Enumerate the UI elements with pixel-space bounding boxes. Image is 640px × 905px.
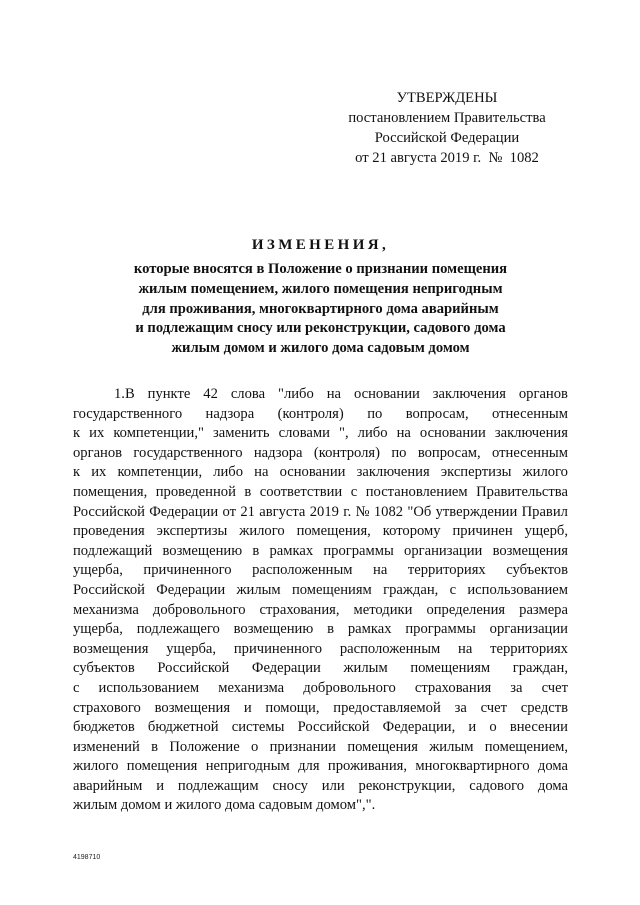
body-word: реконструкции, — [358, 777, 456, 794]
body-word: основании — [279, 464, 346, 481]
body-word: которому — [382, 523, 441, 540]
body-word: граждан, — [512, 660, 568, 677]
body-word: надзора — [205, 405, 255, 422]
body-word: постановлением — [365, 483, 468, 500]
body-word: для — [298, 758, 320, 775]
body-word: многоквартирного — [415, 758, 530, 775]
body-word: соответствии — [259, 483, 343, 500]
body-word: г. — [343, 503, 352, 520]
body-word: с — [350, 483, 358, 500]
subtitle-line: которые вносятся в Положение о признании помещения — [133, 261, 508, 277]
body-word: возмещения — [73, 640, 149, 657]
body-word: жилым — [429, 738, 474, 755]
body-word: экспертизы — [156, 523, 228, 540]
body-line — [73, 483, 568, 503]
body-word: Российской — [297, 719, 370, 736]
body-line — [73, 444, 568, 464]
body-word: проживания, — [327, 758, 407, 775]
body-word: 42 — [203, 386, 218, 402]
body-word: помещениям — [291, 581, 372, 598]
approval-line: постановлением Правительства — [348, 110, 546, 126]
body-word: вопросам, — [405, 405, 469, 422]
body-word: возмещению — [162, 542, 243, 559]
body-word: о — [250, 738, 259, 755]
body-word: государственного — [133, 444, 243, 461]
body-line — [73, 463, 568, 483]
body-word: Российской — [73, 503, 145, 520]
body-line — [73, 424, 568, 444]
body-word: Правительства — [476, 483, 568, 500]
body-paragraph — [73, 385, 568, 816]
body-word: Российской — [157, 660, 230, 677]
document-subtitle — [73, 260, 568, 359]
body-word: субъектов — [73, 660, 135, 677]
body-word: проведенной — [155, 483, 236, 500]
body-word: добровольного — [303, 679, 396, 696]
body-word: вопросам, — [417, 444, 481, 461]
body-word: утверждении — [435, 503, 518, 520]
body-word: в — [252, 542, 260, 559]
body-word: механизма — [218, 679, 285, 696]
body-word: отнесенным — [492, 405, 568, 422]
body-word: подлежащий — [73, 542, 153, 559]
body-word: или — [321, 777, 345, 794]
body-word: причиненного — [233, 640, 323, 657]
approval-block — [327, 88, 567, 168]
body-word: по — [391, 444, 407, 461]
body-word: компетенции," — [113, 425, 204, 442]
body-line — [73, 738, 568, 758]
body-line — [73, 659, 568, 679]
body-word: организации — [489, 621, 568, 638]
body-word: возмещения — [492, 542, 568, 559]
body-word: основании — [419, 425, 486, 442]
approval-line: Российской Федерации — [374, 130, 520, 146]
body-word: на — [254, 464, 269, 481]
body-word: территориях — [490, 640, 568, 657]
body-word: Положение — [169, 738, 240, 755]
body-line — [73, 640, 568, 660]
approval-heading: УТВЕРЖДЕНЫ — [396, 90, 498, 106]
body-line-last: жилым домом и жилого дома садовым домом",". — [73, 797, 376, 814]
body-line — [73, 503, 568, 523]
body-word: компетенции, — [117, 464, 203, 481]
body-word: либо — [357, 425, 388, 442]
body-word: (контроля) — [277, 405, 344, 422]
body-word: ущерба, — [73, 562, 123, 579]
body-word: за — [454, 699, 467, 716]
body-line — [73, 777, 568, 797]
body-word: жилого — [239, 523, 285, 540]
body-line — [73, 522, 568, 542]
body-word: бюджетной — [147, 719, 219, 736]
body-word: на — [326, 386, 342, 402]
body-word: либо — [213, 464, 244, 481]
body-word: помещения, — [73, 483, 148, 500]
body-word: на — [396, 425, 411, 442]
body-word: причиненного — [143, 562, 232, 579]
body-word: с — [449, 581, 457, 598]
body-word: страхования — [414, 679, 492, 696]
body-word: страхования, — [259, 601, 340, 618]
body-word: жилого — [522, 464, 568, 481]
body-line — [73, 757, 568, 777]
body-line — [73, 699, 568, 719]
body-word: ущерба, — [166, 640, 217, 657]
body-word: за — [510, 679, 523, 696]
body-word: добровольного — [152, 601, 246, 618]
body-word: определения — [426, 601, 506, 618]
body-word: программы — [405, 621, 476, 638]
body-word: жилым — [343, 660, 388, 677]
body-word: ущерб, — [524, 523, 568, 540]
body-word: на — [458, 640, 473, 657]
body-word: системы — [231, 719, 285, 736]
body-word: жилым — [236, 581, 281, 598]
body-word: словами — [278, 425, 330, 442]
body-word: страхового — [73, 699, 141, 716]
body-line — [73, 601, 568, 621]
body-word: заключения — [356, 464, 430, 481]
body-word: № — [355, 503, 370, 520]
body-word: ущерба, — [73, 621, 123, 638]
body-word: организации — [404, 542, 483, 559]
subtitle-line: жилым домом и жилого дома садовым домом — [171, 340, 470, 357]
body-word: 1082 — [373, 503, 404, 520]
body-word: Федерации, — [382, 719, 456, 736]
body-word: изменений — [73, 738, 140, 755]
body-line — [73, 679, 568, 699]
body-word: признании — [269, 738, 336, 755]
body-word: садового — [469, 777, 525, 794]
body-word: помещения — [126, 758, 198, 775]
body-word: от — [222, 503, 236, 520]
body-word: подлежащего — [136, 621, 220, 638]
body-word: подлежащим — [177, 777, 259, 794]
body-word: граждан, — [383, 581, 439, 598]
body-word: методики — [353, 601, 413, 618]
body-line — [73, 581, 568, 601]
body-word: помещения, — [296, 523, 371, 540]
body-word: с — [73, 679, 80, 696]
body-word: слова — [230, 386, 266, 402]
document-code: 4198710 — [73, 854, 101, 861]
body-word: по — [367, 405, 383, 422]
body-word: их — [91, 464, 107, 481]
body-word: рамках — [269, 542, 314, 559]
body-line — [73, 718, 568, 738]
body-word: отнесенным — [492, 444, 568, 461]
body-word: дома — [537, 777, 568, 794]
document-title: ИЗМЕНЕНИЯ, — [251, 237, 390, 253]
body-word: внесении — [509, 719, 568, 736]
body-word: помощи, — [265, 699, 320, 716]
body-word: возмещения — [154, 699, 231, 716]
body-word: расположенным — [252, 562, 353, 579]
body-word: аварийным — [73, 777, 143, 794]
body-word: в — [244, 483, 252, 500]
body-word: непригодным — [205, 758, 290, 775]
body-word: августа — [259, 503, 306, 520]
body-line — [73, 542, 568, 562]
subtitle-line: и подлежащим сносу или реконструкции, садового дома — [135, 320, 506, 337]
body-word: территориях — [407, 562, 486, 579]
body-word: предоставляемой — [333, 699, 441, 716]
body-word: (контроля) — [313, 444, 381, 461]
body-word: 1.В — [114, 386, 135, 402]
body-word: проведения — [73, 523, 145, 540]
body-word: о — [489, 719, 497, 736]
body-word: Федерации — [149, 503, 219, 520]
body-word: бюджетов — [73, 719, 135, 736]
body-word: механизма — [73, 601, 139, 618]
body-word: расположенным — [339, 640, 441, 657]
body-word: дома — [537, 758, 568, 775]
body-word: заменить — [212, 425, 270, 442]
body-word: надзора — [253, 444, 303, 461]
body-word: в — [151, 738, 159, 755]
body-word: использованием — [467, 581, 568, 598]
body-word: 2019 — [309, 503, 339, 520]
body-word: помещения — [347, 738, 418, 755]
body-word: "Об — [407, 503, 432, 520]
body-word: их — [89, 425, 105, 442]
body-word: жилого — [73, 758, 119, 775]
subtitle-line: для проживания, многоквартирного дома аварийным — [142, 300, 499, 317]
body-word: экспертизы — [440, 464, 512, 481]
body-word: заключения — [494, 425, 568, 442]
body-word: органов — [518, 386, 568, 402]
body-word: помещением, — [484, 738, 568, 755]
body-word: возмещению — [233, 621, 314, 638]
body-word: к — [73, 464, 81, 481]
body-word: Российской — [73, 581, 145, 598]
body-word: государственного — [73, 405, 183, 422]
body-word: помещениям — [410, 660, 491, 677]
body-word: субъектов — [506, 562, 568, 579]
body-word: и — [243, 699, 252, 716]
body-word: к — [73, 425, 81, 442]
body-line — [73, 620, 568, 640]
body-word: программы — [323, 542, 394, 559]
body-word: и — [468, 719, 477, 736]
body-word: причинен — [452, 523, 513, 540]
body-line — [73, 561, 568, 581]
body-word: счет — [480, 699, 507, 716]
body-word: средств — [520, 699, 568, 716]
body-word: органов — [73, 444, 123, 461]
body-word: основании — [353, 386, 420, 402]
body-word: заключения — [432, 386, 506, 402]
body-word: на — [373, 562, 388, 579]
body-word: рамках — [347, 621, 392, 638]
body-word: "либо — [278, 386, 314, 402]
body-word: использованием — [98, 679, 200, 696]
body-word: в — [327, 621, 334, 638]
approval-date-number: от 21 августа 2019 г. № 1082 — [355, 150, 539, 166]
body-word: размера — [519, 601, 568, 618]
body-word: Правил — [521, 503, 568, 520]
body-word: пункте — [147, 386, 191, 402]
subtitle-line: жилым помещением, жилого помещения непригодным — [138, 280, 503, 297]
body-line — [73, 405, 568, 425]
body-word: сносу — [272, 777, 308, 794]
body-word: и — [156, 777, 165, 794]
body-line — [73, 385, 568, 405]
body-word: ", — [339, 425, 349, 442]
body-word: Федерации — [156, 581, 226, 598]
body-word: Федерации — [251, 660, 321, 677]
body-word: счет — [541, 679, 568, 696]
body-word: 21 — [240, 503, 255, 520]
